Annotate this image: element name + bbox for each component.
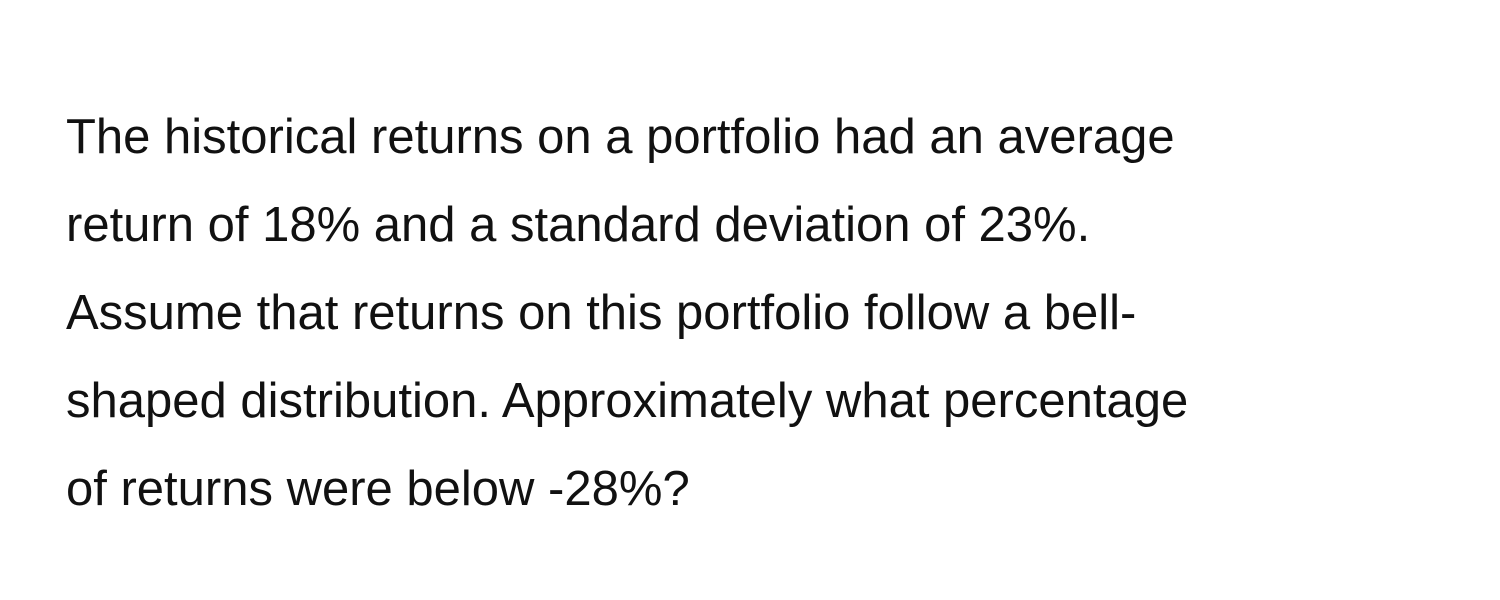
question-text xyxy=(66,93,1456,533)
question-line-2: return of 18% and a standard deviation of 23%. xyxy=(66,198,1091,252)
question-line-1: The historical returns on a portfolio had an average xyxy=(66,110,1175,164)
question-line-5: of returns were below -28%? xyxy=(66,462,690,516)
question-line-4: shaped distribution. Approximately what percentage xyxy=(66,374,1189,428)
question-line-3: Assume that returns on this portfolio follow a bell- xyxy=(66,286,1137,340)
